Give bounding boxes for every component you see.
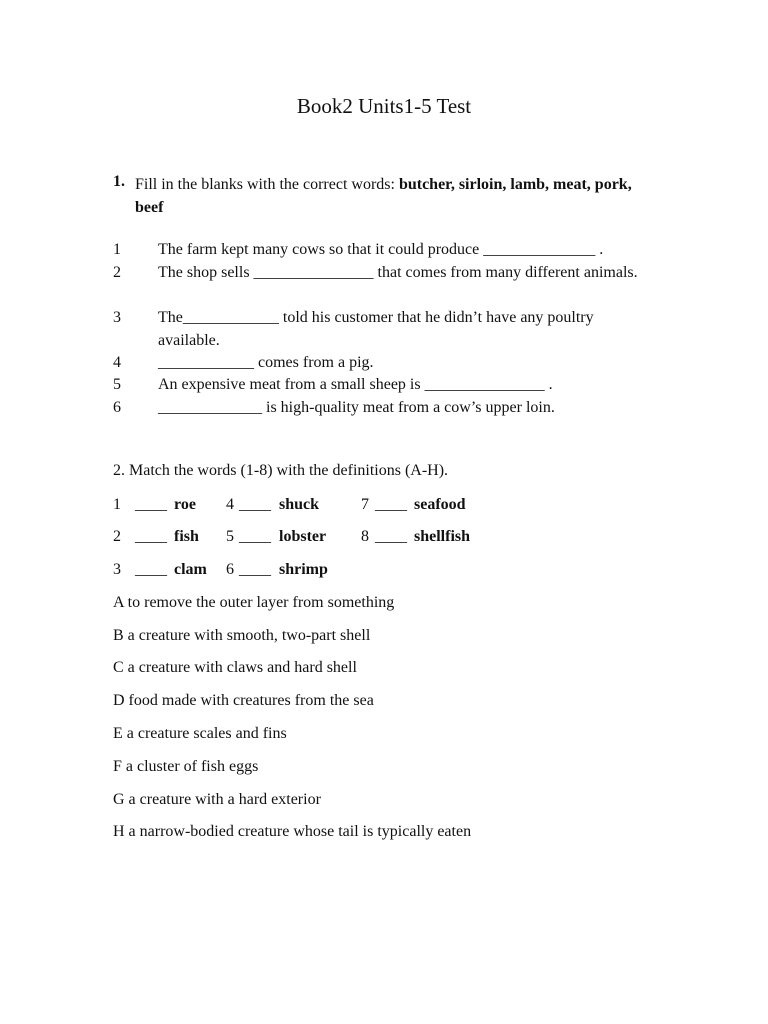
section1-instruction-text: Fill in the blanks with the correct words:	[135, 176, 399, 193]
match-blank: ____	[375, 528, 407, 545]
match-number: 2	[113, 528, 121, 545]
question-number: 3	[113, 309, 121, 326]
match-word: roe	[174, 496, 196, 513]
section2-heading: 2. Match the words (1-8) with the definitions (A-H).	[113, 462, 449, 479]
question-item	[113, 352, 648, 375]
match-blank: ____	[375, 496, 407, 513]
match-blank: ____	[239, 528, 271, 545]
question-text: The farm kept many cows so that it could produce ______________ .	[158, 241, 604, 258]
question-text: ____________ comes from a pig.	[158, 354, 374, 371]
match-blank: ____	[135, 561, 167, 578]
section1-instruction	[135, 173, 655, 219]
question-item	[113, 374, 648, 397]
question-text: The shop sells _______________ that comes from many different animals.	[158, 264, 638, 281]
definition-item: A to remove the outer layer from something	[113, 594, 395, 611]
question-number: 5	[113, 376, 121, 393]
match-blank: ____	[239, 496, 271, 513]
question-item	[113, 397, 648, 420]
question-number: 1	[113, 241, 121, 258]
match-number: 6	[226, 561, 234, 578]
section1-number: 1.	[113, 173, 125, 190]
match-word: lobster	[279, 528, 327, 545]
question-text: _____________ is high-quality meat from a cow’s upper loin.	[158, 399, 555, 416]
match-number: 8	[361, 528, 369, 545]
question-text: The____________ told his customer that he didn’t have any poultry available.	[158, 309, 594, 349]
match-number: 7	[361, 496, 369, 513]
question-number: 6	[113, 399, 121, 416]
match-word: shellfish	[414, 528, 471, 545]
definition-item: G a creature with a hard exterior	[113, 791, 321, 808]
definition-item: F a cluster of fish eggs	[113, 758, 259, 775]
question-number: 4	[113, 354, 121, 371]
question-item	[113, 262, 648, 285]
match-blank: ____	[135, 528, 167, 545]
match-blank: ____	[135, 496, 167, 513]
match-word: shuck	[279, 496, 320, 513]
match-word: shrimp	[279, 561, 328, 578]
definition-item: B a creature with smooth, two-part shell	[113, 627, 371, 644]
definition-item: H a narrow-bodied creature whose tail is typically eaten	[113, 823, 472, 840]
match-word: clam	[174, 561, 207, 578]
match-number: 4	[226, 496, 234, 513]
match-word: seafood	[414, 496, 466, 513]
definition-item: C a creature with claws and hard shell	[113, 659, 357, 676]
match-number: 1	[113, 496, 121, 513]
definition-item: D food made with creatures from the sea	[113, 692, 374, 709]
question-number: 2	[113, 264, 121, 281]
match-word: fish	[174, 528, 199, 545]
section1-word-bank: butcher, sirloin, lamb, meat, pork, beef	[135, 176, 632, 216]
page-title: Book2 Units1-5 Test	[296, 94, 472, 118]
match-number: 5	[226, 528, 234, 545]
match-number: 3	[113, 561, 121, 578]
question-item	[113, 239, 648, 262]
question-text: An expensive meat from a small sheep is _______________ .	[158, 376, 553, 393]
question-item	[113, 307, 648, 352]
definition-item: E a creature scales and fins	[113, 725, 287, 742]
match-blank: ____	[239, 561, 271, 578]
